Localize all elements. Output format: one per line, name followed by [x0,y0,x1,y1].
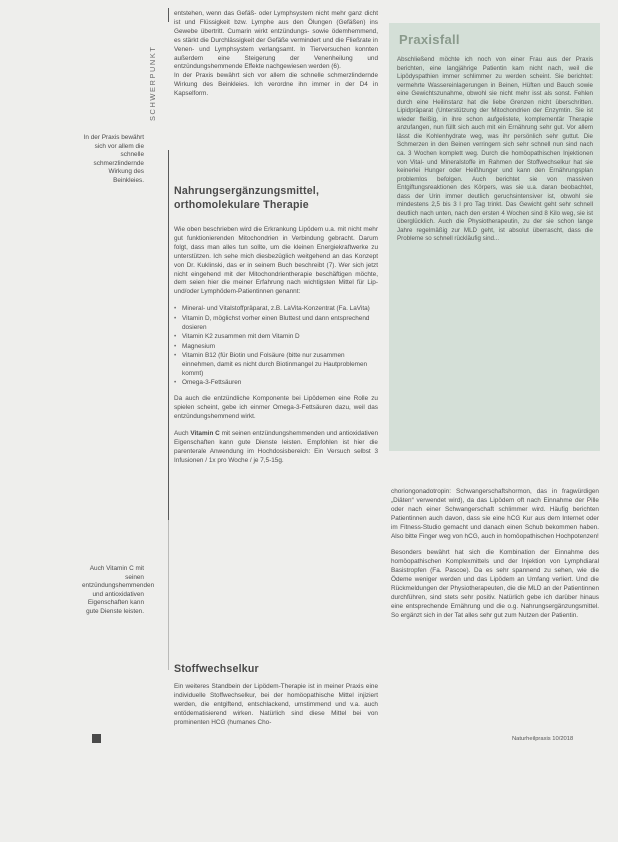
main-column-body [174,226,378,474]
main-column-intro [174,10,378,107]
main-column-stoffwechsel [174,683,378,736]
list-item: • Vitamin B12 (für Biotin und Folsäure (bitte nur zusammen einnehmen, damit es nicht durch Biotinmangel zu Hautproblemen kommt) [174,352,378,379]
paragraph-hcg: choriongonadotropin: Schwangerschaftshormon, das in fragwürdigen „Diäten“ verwendet wird), da das Lipödem oft nach Einnahme der Pille oder nach einer Schwangerschaft schlimmer wird. Häufig berichten Patientinnen auch davon, dass sie eine hCG Kur aus dem Internet oder im Fitness-Studio gemacht und danach einen Schub bekommen haben. Also bitte Finger weg von hCG, auch in homöopathischen Hochpotenzen! [391,488,599,540]
section-tag: SCHWERPUNKT [148,45,157,121]
list-item: • Vitamin D, möglichst vorher einen Bluttest und dann entsprechend dosieren [174,315,378,333]
paragraph-omega3: Da auch die entzündliche Komponente bei Lipödemen eine Rolle zu spielen scheint, gebe ich einmer Omega-3-Fettsäuren dazu, weil das entzündungshemmend wirkt. [174,395,378,421]
list-item: • Magnesium [174,343,378,352]
heading-line-1: Nahrungsergänzungsmittel, [174,185,320,197]
vitamin-c-post: mit seinen entzündungshemmenden und antioxidativen Eigenschaften kann gute Dienste leisten. Empfohlen ist hier die parenterale Anwendung im Hochdosisbereich: Ein Versuch selbst 3 Infusionen / 1x pro Woche / je 7,5-15g. [174,430,378,464]
page-number-marker [92,734,101,743]
case-study-body: Abschließend möchte ich noch von einer Frau aus der Praxis berichten, eine langjährige Patientin kam nicht nach, weil die Lipödyspathien immer schlimmer zu werden scheint. Sie berichtet: vermehrte Wassereinlagerungen in Beinen, Hüften und Bauch sowie eine Gewichtszunahme, obwohl sie nicht mehr isst als sonst. Fehlen durch eine Heilinstanz hat die liebe Grenzen nicht überschritten. Lipidpräparat (Unterstützung der Mitochondrien der Enzymtin. Sie ist wieder fleißig, in ihre schon aufgelistete, komplementär Therapie anzufangen, nun füllt sich auch mit ein Ernährung sehr gut. Vor allem lässt die Kohlenhydrate weg, was ihr persönlich sehr guttut. Die Schmerzen in den Beinen verringern sich sehr schnell nun sind nach ca. 3 Wochen komplett weg. Durch die homöopathischen Injektionen von Vital- und Mineralstoffe im Rahmen der Stoffwechselkur hat sie keinerlei Hunger oder Heißhunger und kann den Ernährungsplan problemlos befolgen. Auch berichtet sie von massiven Entgiftungsreaktionen des Körpers, was sie u.a. daran beobachtet, dass der Urin immer deutlich geruchsintensiver ist, obwohl sie mindestens 2,5 bis 3 l pro Tag trinkt. Das Gewicht geht sehr schnell deutlich nach unten, nach den ersten 4 Wochen sind 8 Kilo weg, sie ist überglücklich. Auch die Physiotherapeutin, zu der sie schon lange Jahre regelmäßig zur MLD geht, ist absolut überrascht, dass die Probleme so schnell rückläufig sind... [397,56,593,243]
heading-stoffwechselkur: Stoffwechselkur [174,663,259,675]
paragraph-stoffwechselkur: Ein weiteres Standbein der Lipödem-Therapie ist in meiner Praxis eine individuelle Stoffwechselkur, bei der homöopathische Mittel injiziert werden, die entgiftend, entschlackend, umstimmend und v.a. auch entödematisierend wirken. Natürlich sind diese Mittel bei von prominenten HCG (humanes Cho- [174,683,378,726]
rule-top [168,8,169,22]
intro-paragraph-2: In der Praxis bewährt sich vor allem die schnelle schmerzlindernde Wirkung des Beinkleies. Ich verordne ihn immer in der D4 in Kapselform. [174,72,378,98]
right-column-continued [391,488,599,629]
list-item: • Vitamin K2 zusammen mit dem Vitamin D [174,333,378,342]
margin-note-vitamin-c: Auch Vitamin C mit seinen entzündungshemmenden und antioxidativen Eigenschaften kann gute Dienste leisten. [82,565,155,615]
intro-paragraph: entstehen, wenn das Gefäß- oder Lymphsystem nicht mehr ganz dicht ist und Flüssigkeit bzw. Lymphe aus den Ölungen (Gefäßen) ins Gewebe übertritt. Cumarin wirkt entzündungs- sowie ödemhemmend, es stärkt die Durchlässigkeit der Gefäße vermindert und die Fließrate in Venen- und Lymphsystem verlangsamt. In Tierversuchen konnten außerdem eine Steigerung der Venenheilung und entzündungshemmende Effekte nachgewiesen werden (6). [174,10,378,71]
heading-nahrungsergaenzung [174,184,380,212]
list-item: • Mineral- und Vitalstoffpräparat, z.B. LaVita-Konzentrat (Fa. LaVita) [174,305,378,314]
margin-note-beinkleie: In der Praxis bewährt sich vor allem die schnelle schmerzlindernde Wirkung des Beinkleies. [83,134,144,184]
rule-middle [168,150,169,520]
rule-lower [168,520,169,670]
vitamin-c-bold: Vitamin C [190,430,220,438]
heading-line-2: orthomolekulare Therapie [174,199,309,211]
vitamin-c-pre: Auch [174,430,191,438]
journal-reference: Naturheilpraxis 10/2018 [512,736,574,742]
paragraph-mitochondrien: Wie oben beschrieben wird die Erkrankung Lipödem u.a. mit nicht mehr gut funktionierenden Mitochondrien in Verbindung gebracht. Darum folgt, dass man alles tun sollte, um die kleinen Energiekraftwerke zu unterstützen. Ich sehe mich diesbezüglich weitgehend an das Konzept von Dr. Kuklinski, das er in seinem Buch beschreibt (7). Wer sich jetzt nicht eingehend mit der Mitochondrientherapie beschäftigen möchte, dem seien hier die meiner Erfahrung nach wichtigsten Mittel für Lip- und/oder Lymphödem-Patientinnen genannt: [174,226,378,296]
case-study-title: Praxisfall [399,32,460,47]
list-item: • Omega-3-Fettsäuren [174,379,378,388]
supplement-list [174,305,378,388]
paragraph-kombination: Besonders bewährt hat sich die Kombination der Einnahme des homöopathischen Komplexmittels und der Injektion von Lymphdiaral Basistropfen (Fa. Pascoe). Da es sehr spannend zu sehen, wie die Ödeme weniger werden und das Lipödem an Umfang verliert. Und die Rückmeldungen der Physiotherapeuten, die die MLD an der Patientinnen durchführen, sind stets sehr positiv. Natürlich gebe ich darüber hinaus eine entsprechende Ernährung und die o.g. Nahrungsergänzungsmittel. So ergänzt sich in der Tat alles sehr gut zum Nutzen der Patientin. [391,549,599,619]
paragraph-vitamin-c [174,430,378,466]
